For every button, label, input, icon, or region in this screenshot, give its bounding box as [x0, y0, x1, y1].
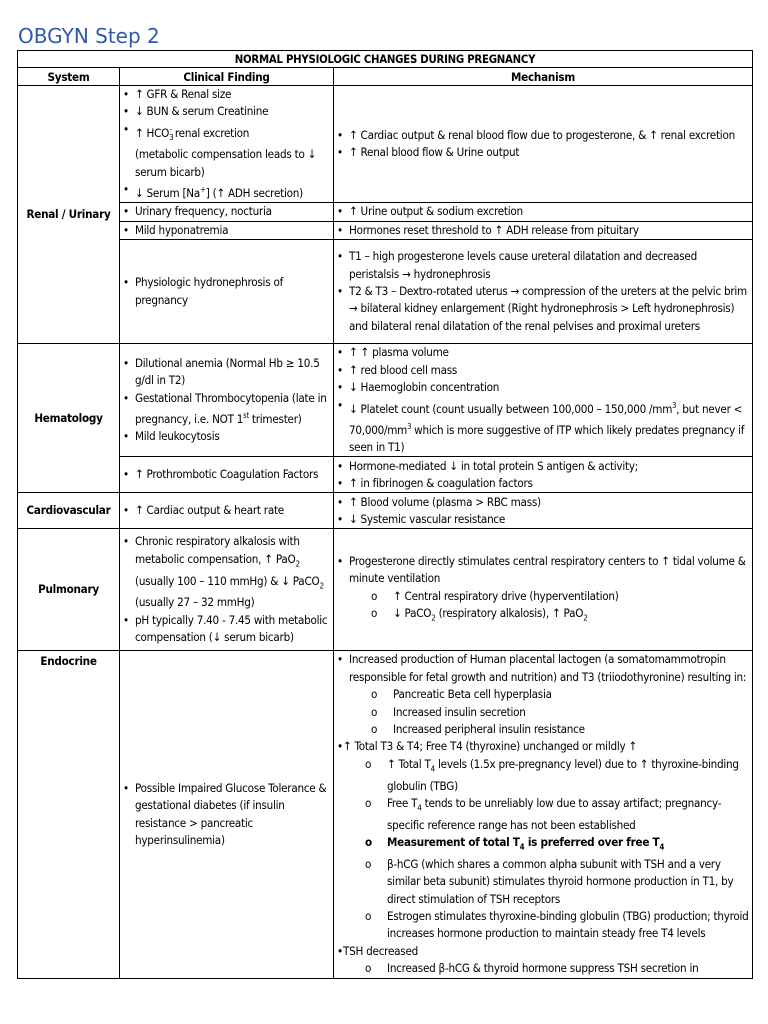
finding-cell: [120, 457, 334, 493]
mechanism-cell: [334, 457, 753, 493]
header-row: [18, 68, 753, 86]
list-item: • ↑ Prothrombotic Coagulation Factors: [123, 466, 330, 483]
superscript: 3: [407, 421, 412, 431]
text: Gestational Thrombocytopenia (late in pregnancy, i.e. NOT 1: [135, 390, 327, 426]
text: Progesterone directly stimulates central respiratory centers to ↑ tidal volume & minute ventilation: [349, 553, 746, 586]
superscript: +: [199, 185, 206, 195]
mechanism-cell: [334, 344, 753, 457]
text: Measurement of total T: [387, 835, 520, 850]
table-row: [18, 86, 753, 203]
list-item: • T1 – high progesterone levels cause ureteral dilatation and decreased peristalsis → hydronephrosis: [337, 248, 749, 283]
list-item: • ↑ GFR & Renal size: [123, 86, 330, 103]
list-item: • ↑ Urine output & sodium excretion: [337, 203, 749, 220]
list-item: o ↑ Central respiratory drive (hyperventilation): [365, 588, 749, 605]
list-item: o β-hCG (which shares a common alpha subunit with TSH and a very similar beta subunit) stimulates thyroid hormone production in T1, by direct stimulation of TSH receptors: [359, 856, 749, 908]
list-item: [365, 605, 749, 627]
text: (usually 27 – 32 mmHg): [135, 595, 255, 610]
text: Increased production of Human placental lactogen (a somatomammotropin responsible for fetal growth and nutrition) and T3 (triiodothyronine) resulting in:: [349, 652, 747, 684]
list-item: [337, 738, 749, 942]
list-item: o Increased insulin secretion: [365, 704, 749, 721]
text: ↓ Serum [Na: [135, 186, 200, 201]
subscript: 4: [430, 764, 435, 774]
table-row: [18, 221, 753, 239]
text: ] (↑ ADH secretion): [205, 186, 303, 201]
list-item: • ↓ BUN & serum Creatinine: [123, 103, 330, 120]
list-item: [123, 390, 330, 429]
list-item: • Possible Impaired Glucose Tolerance & gestational diabetes (if insulin resistance > pancreatic hyperinsulinemia): [123, 780, 330, 850]
system-cardiovascular: Cardiovascular: [18, 493, 120, 529]
text: ↓ Platelet count (count usually between 100,000 – 150,000 /mm: [349, 401, 673, 416]
text: which is more suggestive of ITP which likely predates pregnancy if seen in T1): [349, 422, 745, 455]
list-item: [337, 943, 749, 978]
list-item: o Increased β-hCG & thyroid hormone suppress TSH secretion in: [359, 960, 749, 977]
system-renal: Renal / Urinary: [18, 86, 120, 344]
list-item: • ↑ Cardiac output & heart rate: [123, 502, 330, 519]
table-row: [18, 457, 753, 493]
mechanism-cell: [334, 529, 753, 651]
list-item: • ↑ ↑ plasma volume: [337, 344, 749, 361]
system-pulmonary: Pulmonary: [18, 529, 120, 651]
text: (usually 100 – 110 mmHg) & ↓ PaCO: [135, 573, 320, 588]
list-item: • ↑ Blood volume (plasma > RBC mass): [337, 494, 749, 511]
mechanism-cell: [334, 493, 753, 529]
list-item: [337, 553, 749, 627]
table-row: [18, 651, 753, 978]
list-item: • Dilutional anemia (Normal Hb ≥ 10.5 g/dl in T2): [123, 355, 330, 390]
text: ↑ HCO: [135, 125, 170, 140]
text: is preferred over free T: [524, 835, 660, 850]
list-item: • ↑ in fibrinogen & coagulation factors: [337, 475, 749, 492]
subscript: 2: [319, 580, 324, 590]
mechanism-cell: [334, 221, 753, 239]
list-item: [359, 834, 749, 856]
superscript: st: [243, 411, 249, 421]
finding-cell: [120, 221, 334, 239]
header-clinical-finding: Clinical Finding: [120, 68, 334, 86]
subscript: 2: [295, 559, 300, 569]
list-item: • Hormones reset threshold to ↑ ADH release from pituitary: [337, 222, 749, 239]
list-item: • ↓ Haemoglobin concentration: [337, 379, 749, 396]
text: Free T: [387, 796, 418, 810]
list-item: [123, 121, 330, 181]
list-item: • Mild hyponatremia: [123, 222, 330, 239]
list-item: [359, 795, 749, 834]
list-item: • ↑ Renal blood flow & Urine output: [337, 144, 749, 161]
table-title-row: [18, 51, 753, 68]
list-item: o Increased peripheral insulin resistance: [365, 721, 749, 738]
physiology-table: [17, 50, 753, 979]
table-row: [18, 344, 753, 457]
list-item: • Hormone-mediated ↓ in total protein S antigen & activity;: [337, 458, 749, 475]
subscript: 2: [431, 613, 436, 623]
list-item: [359, 756, 749, 795]
text: ↑ Total T3 & T4; Free T4 (thyroxine) unchanged or mildly ↑: [343, 739, 637, 754]
superscript: -: [169, 124, 172, 134]
table-row: [18, 240, 753, 344]
list-item: • ↑ Cardiac output & renal blood flow due to progesterone, & ↑ renal excretion: [337, 127, 749, 144]
subscript: 4: [519, 842, 525, 852]
finding-cell: [120, 86, 334, 203]
subscript: 2: [583, 613, 588, 623]
text: (metabolic compensation leads to ↓ serum bicarb): [135, 147, 317, 179]
mechanism-cell: [334, 86, 753, 203]
system-hematology: Hematology: [18, 344, 120, 493]
list-item: o Estrogen stimulates thyroxine-binding globulin (TBG) production; thyroid increases hormone production to maintain steady free T4 levels: [359, 908, 749, 943]
finding-cell: [120, 529, 334, 651]
list-item: • ↑ red blood cell mass: [337, 362, 749, 379]
document-title: OBGYN Step 2: [18, 24, 160, 48]
subscript: 4: [417, 803, 422, 813]
list-item: • ↓ Systemic vascular resistance: [337, 511, 749, 528]
text: ↓ PaCO: [393, 606, 432, 621]
list-item: [123, 181, 330, 202]
list-item: [123, 533, 330, 611]
text: Chronic respiratory alkalosis with metabolic compensation, ↑ PaO: [135, 534, 300, 566]
subscript: 3: [169, 132, 174, 142]
finding-cell: [120, 203, 334, 221]
text: renal excretion: [171, 125, 250, 140]
list-item: o Pancreatic Beta cell hyperplasia: [365, 686, 749, 703]
finding-cell: [120, 493, 334, 529]
table-row: [18, 203, 753, 221]
list-item: • pH typically 7.40 - 7.45 with metabolic compensation (↓ serum bicarb): [123, 612, 330, 647]
list-item: • Mild leukocytosis: [123, 428, 330, 445]
finding-cell: [120, 344, 334, 457]
header-mechanism: Mechanism: [334, 68, 753, 86]
list-item: • Physiologic hydronephrosis of pregnancy: [123, 274, 330, 309]
superscript: 3: [672, 400, 677, 410]
list-item: • Urinary frequency, nocturia: [123, 203, 330, 220]
mechanism-cell: [334, 651, 753, 978]
table-row: [18, 529, 753, 651]
text: TSH decreased: [343, 943, 418, 958]
text: (respiratory alkalosis), ↑ PaO: [435, 606, 584, 621]
list-item: [337, 397, 749, 457]
finding-cell: [120, 651, 334, 978]
mechanism-cell: [334, 240, 753, 344]
text: ↑ Total T: [387, 756, 431, 771]
mechanism-cell: [334, 203, 753, 221]
list-item: • T2 & T3 – Dextro-rotated uterus → compression of the ureters at the pelvic brim → bilateral kidney enlargement (Right hydronephrosis > Left hydronephrosis) and bilateral renal dilatation of the renal pelvises and proximal ureters: [337, 283, 749, 335]
text: levels (1.5x pre-pregnancy level) due to ↑ thyroxine-binding globulin (TBG): [387, 756, 739, 793]
text: tends to be unreliably low due to assay artifact; pregnancy-specific reference range has not been established: [387, 796, 722, 832]
finding-cell: [120, 240, 334, 344]
text: , but never < 70,000/mm: [349, 401, 743, 437]
subscript: 4: [659, 842, 665, 852]
header-system: System: [18, 68, 120, 86]
list-item: [337, 651, 749, 738]
system-endocrine: Endocrine: [18, 651, 120, 978]
table-title: NORMAL PHYSIOLOGIC CHANGES DURING PREGNANCY: [18, 51, 753, 68]
table-row: [18, 493, 753, 529]
text: trimester): [248, 411, 302, 426]
